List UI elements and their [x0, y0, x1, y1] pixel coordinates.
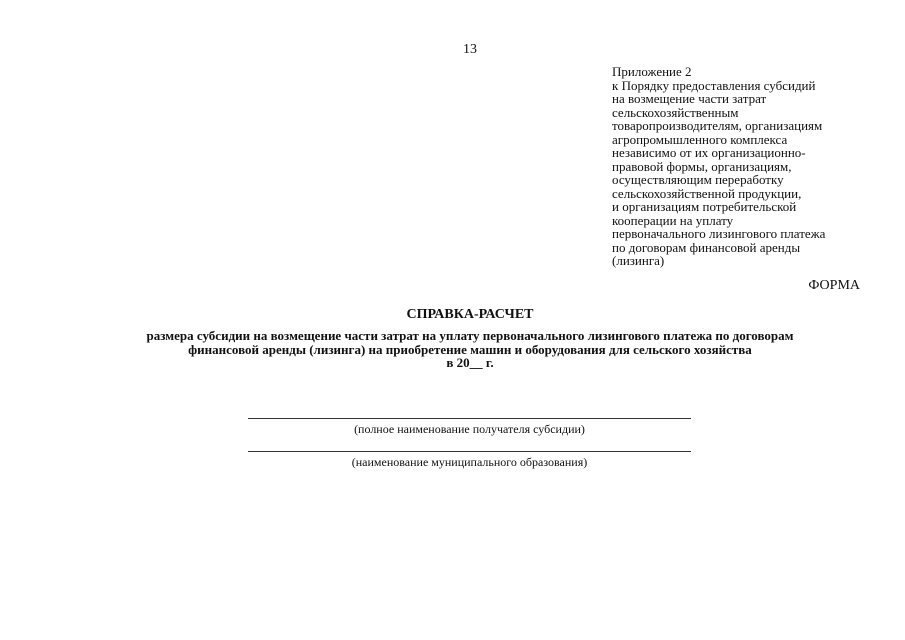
appendix-line: Приложение 2	[612, 64, 692, 79]
appendix-block	[612, 65, 872, 268]
subtitle-line: в 20__ г.	[446, 355, 494, 370]
appendix-line: сельскохозяйственной продукции,	[612, 185, 802, 201]
appendix-line: независимо от их организационно-	[612, 145, 806, 160]
appendix-line: товаропроизводителям, организациям	[612, 118, 823, 133]
appendix-line: на возмещение части затрат	[612, 91, 767, 106]
recipient-name-line	[248, 418, 691, 419]
appendix-line: правовой формы, организациям,	[612, 158, 792, 174]
document-title: СПРАВКА-РАСЧЕТ	[406, 307, 534, 322]
appendix-line: сельскохозяйственным	[612, 104, 739, 120]
appendix-line: к Порядку предоставления субсидий	[612, 77, 816, 93]
appendix-line: кооперации на уплату	[612, 212, 734, 228]
subtitle-line: размера субсидии на возмещение части затрат на уплату первоначального лизингового платежа по договорам	[146, 328, 794, 343]
appendix-line: первоначального лизингового платежа	[612, 226, 826, 241]
appendix-line: осуществляющим переработку	[612, 172, 784, 187]
municipality-name-line	[248, 451, 691, 452]
appendix-line: (лизинга)	[612, 253, 665, 268]
recipient-name-caption: (полное наименование получателя субсидии)	[354, 422, 585, 436]
appendix-line: и организациям потребительской	[612, 199, 797, 214]
municipality-name-caption: (наименование муниципального образования)	[351, 455, 588, 469]
form-label: ФОРМА	[808, 278, 860, 293]
subtitle-line: финансовой аренды (лизинга) на приобретение машин и оборудования для сельского хозяйства	[188, 341, 752, 357]
appendix-line: агропромышленного комплекса	[612, 131, 788, 147]
document-subtitle	[60, 329, 880, 370]
page-number: 13	[463, 42, 477, 57]
appendix-line: по договорам финансовой аренды	[612, 239, 801, 255]
